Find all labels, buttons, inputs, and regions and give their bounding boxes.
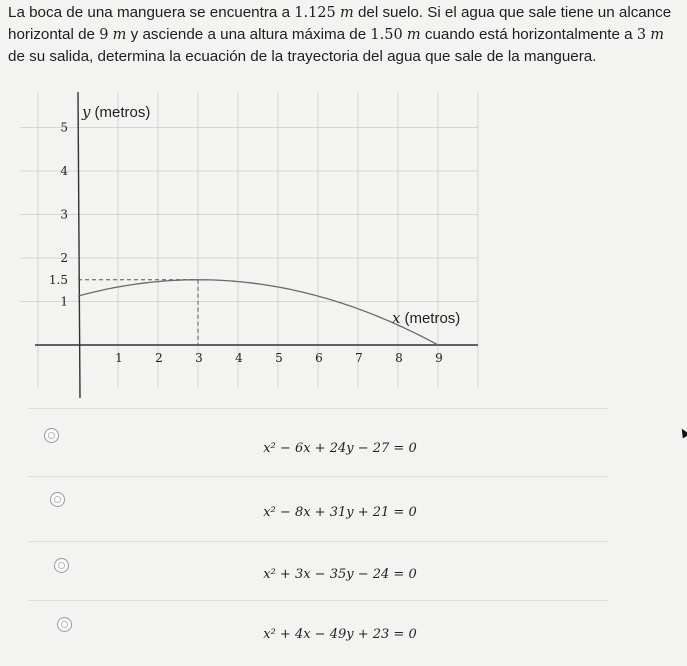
- y-axis: [78, 92, 80, 398]
- x-tick-label: 5: [275, 351, 283, 365]
- value-max-height: 1.50: [370, 27, 403, 43]
- question-part: y asciende a una altura máxima de: [126, 26, 371, 43]
- unit: m: [650, 27, 665, 43]
- y-tick-label: 1.5: [48, 272, 68, 287]
- x-tick-label: 1: [115, 351, 123, 365]
- option-3-radio[interactable]: [54, 558, 69, 573]
- x-tick-label: 4: [235, 351, 243, 365]
- option-3-equation: x² + 3x − 35y − 24 = 0: [263, 567, 417, 582]
- question-part: del suelo. Si el agua que sale tiene un alcance horizontal de: [8, 4, 672, 43]
- question-text: [8, 2, 684, 67]
- x-axis-unit: (metros): [404, 310, 461, 327]
- unit: m: [406, 27, 421, 43]
- mouse-cursor-icon: [678, 427, 687, 439]
- question-part: La boca de una manguera se encuentra a: [8, 4, 295, 21]
- question-part: de su salida, determina la ecuación de la trayectoria del agua que sale de la manguera.: [8, 48, 597, 65]
- option-2-radio[interactable]: [50, 492, 65, 507]
- trajectory-curve: [78, 280, 438, 345]
- y-tick-label: 4: [60, 164, 68, 178]
- x-tick-label: 3: [195, 351, 203, 365]
- x-tick-label: 9: [435, 351, 443, 365]
- unit: m: [340, 5, 354, 21]
- y-tick-label: 1: [60, 294, 68, 309]
- option-1-equation: x² − 6x + 24y − 27 = 0: [263, 441, 417, 456]
- x-tick-label: 8: [395, 351, 403, 365]
- divider: [28, 476, 608, 477]
- divider: [28, 541, 608, 542]
- x-tick-label: 6: [315, 351, 323, 365]
- value-hose-height: 1.125: [294, 5, 336, 21]
- option-4-radio[interactable]: [57, 617, 72, 632]
- x-axis-variable: x: [392, 309, 401, 327]
- value-horizontal-distance: 3: [636, 27, 647, 43]
- y-tick-label: 2: [60, 251, 68, 265]
- y-axis-unit: (metros): [94, 104, 151, 121]
- x-tick-label: 7: [355, 351, 363, 365]
- x-tick-label: 2: [155, 351, 163, 365]
- x-axis-label: [392, 309, 460, 327]
- option-4-equation: x² + 4x − 49y + 23 = 0: [263, 627, 417, 642]
- divider: [28, 408, 608, 409]
- option-2-equation: x² − 8x + 31y + 21 = 0: [263, 505, 417, 520]
- question-part: cuando está horizontalmente a: [420, 26, 637, 43]
- y-axis-label: [81, 103, 150, 121]
- y-tick-label: 3: [60, 207, 68, 222]
- unit: m: [112, 27, 127, 43]
- trajectory-graph: [0, 80, 500, 410]
- y-axis-variable: y: [82, 103, 91, 121]
- option-1-radio[interactable]: [44, 428, 59, 443]
- divider: [28, 600, 608, 601]
- y-tick-label: 5: [60, 120, 68, 135]
- value-range: 9: [99, 27, 109, 43]
